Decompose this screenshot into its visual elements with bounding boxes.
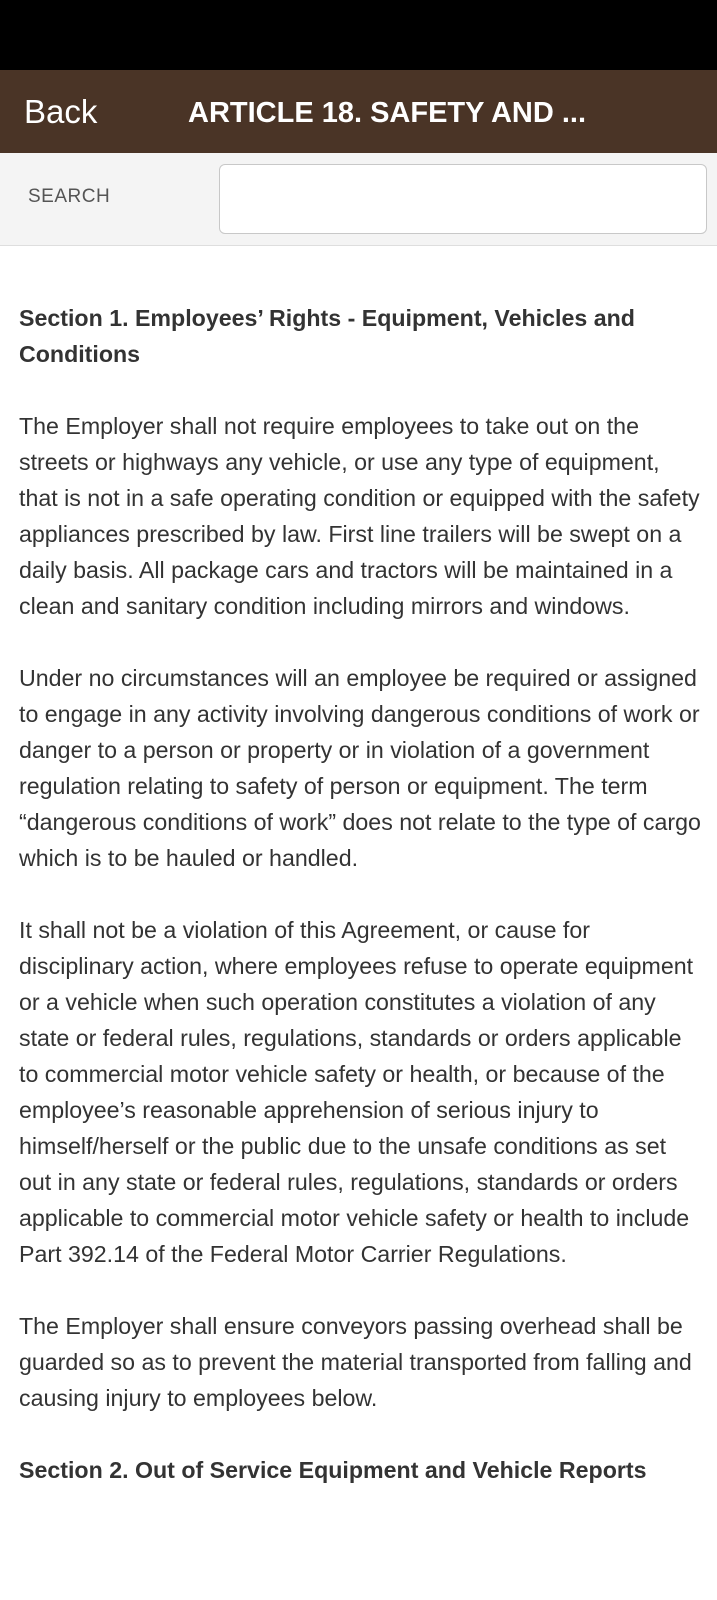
section-heading: Section 2. Out of Service Equipment and Vehicle Reports	[19, 1457, 647, 1483]
section-heading: Section 1. Employees’ Rights - Equipment, Vehicles and Conditions	[19, 305, 635, 367]
paragraph: It shall not be a violation of this Agreement, or cause for disciplinary action, where employees refuse to operate equipment or a vehicle when such operation constitutes a violation of any state or federal rules, regulations, standards or orders applicable to commercial motor vehicle safety or health, or because of the employee’s reasonable apprehension of serious injury to himself/herself or the public due to the unsafe conditions as set out in any state or federal rules, regulations, standards or orders applicable to commercial motor vehicle safety or health to include Part 392.14 of the Federal Motor Carrier Regulations.	[19, 917, 694, 1267]
status-bar	[0, 0, 717, 70]
article-content	[19, 300, 703, 1524]
nav-bar	[0, 70, 717, 153]
paragraph: Under no circumstances will an employee be required or assigned to engage in any activity involving dangerous conditions of work or danger to a person or property or in violation of a government regulation relating to safety of person or equipment. The term “dangerous conditions of work” does not relate to the type of cargo which is to be hauled or handled.	[19, 665, 701, 871]
search-label: SEARCH	[28, 186, 111, 207]
page-title: ARTICLE 18. SAFETY AND ...	[188, 97, 586, 129]
paragraph: The Employer shall ensure conveyors passing overhead shall be guarded so as to prevent the material transported from falling and causing injury to employees below.	[19, 1313, 692, 1411]
back-button[interactable]: Back	[24, 93, 98, 130]
search-input[interactable]	[219, 164, 707, 234]
paragraph: The Employer shall not require employees to take out on the streets or highways any vehicle, or use any type of equipment, that is not in a safe operating condition or equipped with the safety appliances prescribed by law. First line trailers will be swept on a daily basis. All package cars and tractors will be maintained in a clean and sanitary condition including mirrors and windows.	[19, 413, 700, 619]
search-bar	[0, 153, 717, 246]
